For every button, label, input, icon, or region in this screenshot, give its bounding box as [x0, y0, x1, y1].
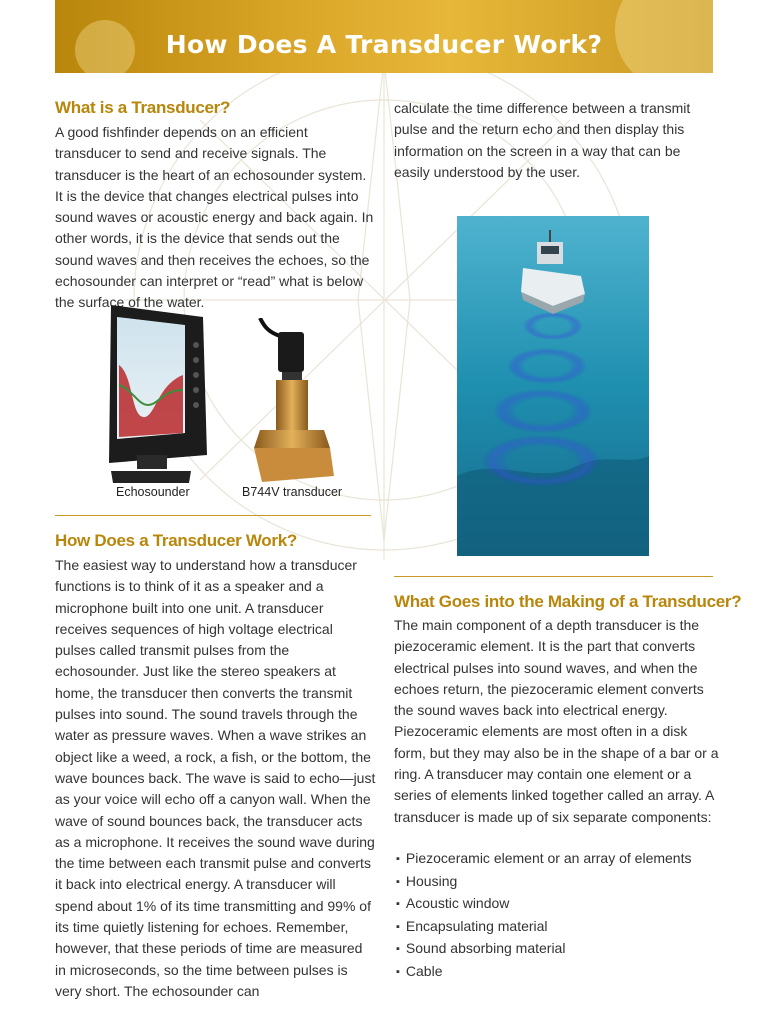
section-body-what-is: A good fishfinder depends on an efficient transducer to send and receive signals. The transducer is the heart of an echosounder system. It is the device that changes electrical pulses into sound waves or acoustic energy and back again. In other words, it is the device that sends out the sound waves and then receives the echoes, so the echosounder can interpret or “read” what is below the surface of the water.: [55, 124, 374, 311]
list-item: ▪ Encapsulating material: [396, 916, 716, 939]
title-banner: [55, 0, 713, 73]
section-heading-how-works: How Does a Transducer Work?: [55, 531, 297, 550]
page-title: How Does A Transducer Work?: [165, 30, 603, 59]
section-heading-making: What Goes into the Making of a Transducer?: [394, 592, 742, 611]
boat-sonar-image: [457, 216, 649, 556]
list-item: ▪ Sound absorbing material: [396, 938, 716, 961]
section-divider-right: [394, 576, 713, 577]
section-body-how-works: The easiest way to understand how a transducer functions is to think of it as a speaker and a microphone built into one unit. A transducer receives sequences of high voltage electrical pulses called transmit pulses from the echosounder. Just like the stereo speakers at home, the transducer then converts the transmit pulses into sound. The sound travels through the water as pressure waves. When a wave strikes an object like a weed, a rock, a fish, or the bottom, the wave bounces back. The wave is said to echo—just as your voice will echo off a canyon wall. When the wave of sound bounces back, the transducer acts as a microphone. It receives the sound wave during the time between each transmit pulse and converts it back into electrical energy. A transducer will spend about 1% of its time transmitting and 99% of its time quietly listening for echoes. Remember, however, that these periods of time are measured in microseconds, so the time between pulses is very short. The echosounder can: [55, 557, 376, 999]
list-item: ▪ Piezoceramic element or an array of elements: [396, 848, 716, 871]
echosounder-image: [103, 305, 211, 485]
section-body-making: The main component of a depth transducer is the piezoceramic element. It is the part that converts electrical pulses into sound waves, and when the echoes return, the piezoceramic element converts the sound waves back into electrical energy. Piezoceramic elements are most often in a disk form, but they may also be in the shape of a bar or a ring. A transducer may contain one element or a series of elements linked together called an array. A transducer is made up of six separate components:: [394, 617, 719, 825]
section-heading-what-is: What is a Transducer?: [55, 98, 231, 117]
transducer-caption: B744V transducer: [242, 485, 343, 499]
section-divider: [55, 515, 371, 516]
components-list: [396, 848, 716, 983]
list-item: ▪ Cable: [396, 961, 716, 984]
echosounder-caption: Echosounder: [116, 485, 190, 499]
list-item: ▪ Acoustic window: [396, 893, 716, 916]
transducer-image: [250, 318, 338, 486]
list-item: ▪ Housing: [396, 871, 716, 894]
section-body-continued: calculate the time difference between a transmit pulse and the return echo and then display this information on the screen in a way that can be easily understood by the user.: [394, 100, 691, 180]
